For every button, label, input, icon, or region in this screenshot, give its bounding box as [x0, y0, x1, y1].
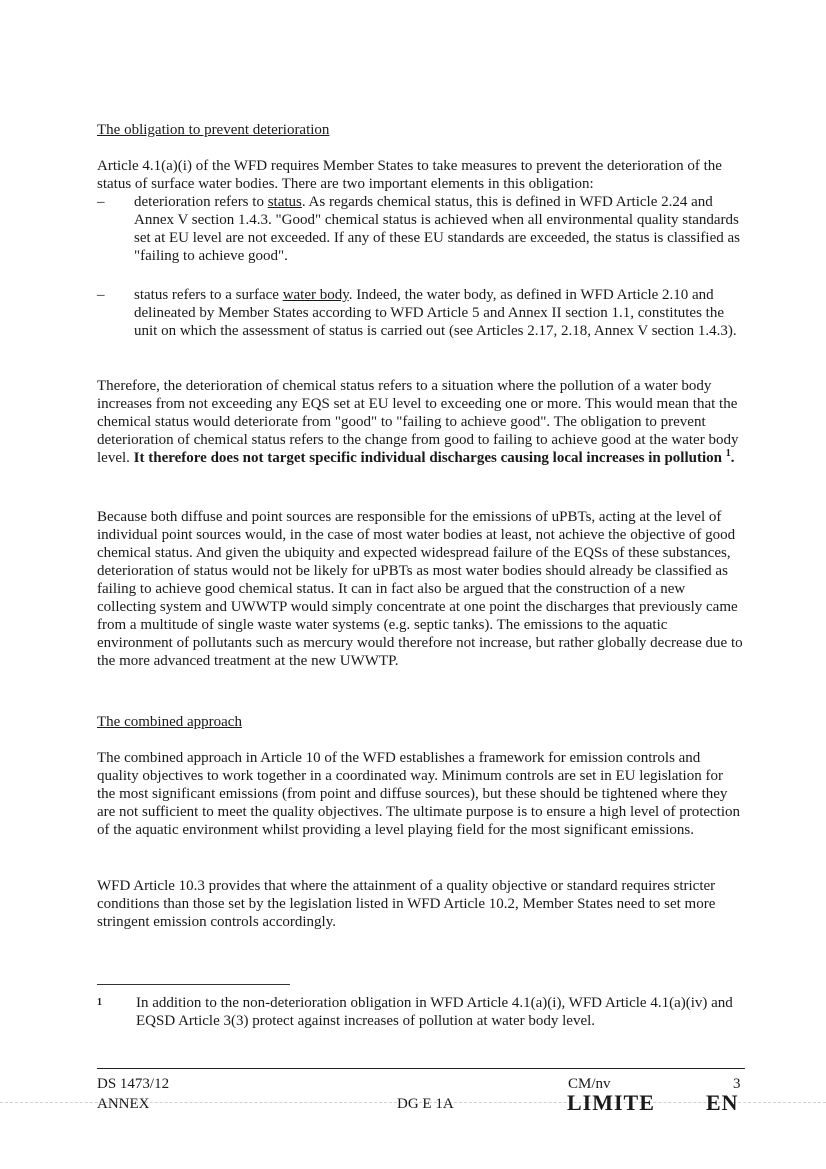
footer-page-number: 3: [733, 1076, 741, 1092]
footer-initials: CM/nv: [568, 1076, 611, 1092]
paragraph-bold-end: .: [730, 450, 735, 466]
bullet-text-underlined: status: [267, 194, 302, 210]
bullet-text-pre: status refers to a surface: [134, 287, 283, 303]
footer-annex: ANNEX: [97, 1096, 150, 1112]
footnote-text: In addition to the non-deterioration obligation in WFD Article 4.1(a)(i), WFD Article 4.1(a)(iv) and EQSD Article 3(3) protect against increases of pollution at water body level.: [136, 995, 733, 1029]
paragraph-upbts: Because both diffuse and point sources are responsible for the emissions of uPBTs, acting at the level of individual point sources would, in the case of most water bodies at least, not achieve the objective of good chemical status. And given the ubiquity and expected widespread failure of the EQSs of these substances, deterioration of status would not be likely for uPBTs as most water bodies should already be classified as failing to achieve good chemical status. It can in fact also be argued that the construction of a new collecting system and UWWTP would simply concentrate at one point the discharges that previously came from a multitude of single waste water systems (e.g. septic tanks). The emissions to the aquatic environment of pollutants such as mercury would therefore not increase, but rather globally decrease due to the more advanced treatment at the new UWWTP.: [97, 509, 743, 669]
paragraph-article-10-3: WFD Article 10.3 provides that where the attainment of a quality objective or standard requires stricter conditions than those set by the legislation listed in WFD Article 10.2, Member States need to set more stringent emission controls accordingly.: [97, 878, 716, 930]
paragraph-intro: Article 4.1(a)(i) of the WFD requires Member States to take measures to prevent the deterioration of the status of surface water bodies. There are two important elements in this obligation:: [97, 158, 722, 192]
paragraph-bold-text: It therefore does not target specific individual discharges causing local increases in pollution: [133, 450, 726, 466]
bullet-text-post: . Indeed, the water body, as defined in WFD Article 2.10 and delineated by Member States according to WFD Article 5 and Annex II section 1.1, constitutes the unit on which the assessment of status is carried out (see Articles 2.17, 2.18, Annex V section 1.4.3).: [134, 287, 737, 339]
bullet-text-underlined: water body: [282, 287, 349, 303]
bullet-text-post: . As regards chemical status, this is defined in WFD Article 2.24 and Annex V section 1.4.3. "Good" chemical status is achieved when all environmental quality standards set at EU level are not exceeded. If any of these EU standards are exceeded, the status is classified as "failing to achieve good".: [134, 194, 740, 264]
footnote-separator: [97, 984, 290, 985]
section-heading-deterioration: The obligation to prevent deterioration: [97, 122, 330, 138]
footer-classification: LIMITE: [567, 1090, 655, 1115]
bullet-dash: –: [97, 287, 105, 303]
bullet-text-pre: deterioration refers to: [134, 194, 268, 210]
paragraph-combined-approach: The combined approach in Article 10 of the WFD establishes a framework for emission controls and quality objectives to work together in a coordinated way. Minimum controls are set in EU legislation for the most significant emissions (from point and diffuse sources), but these should be tightened where they are not sufficient to meet the quality objectives. The ultimate purpose is to ensure a high level of protection of the aquatic environment whilst providing a level playing field for the most significant emissions.: [97, 750, 741, 838]
footnote-mark: 1: [97, 997, 102, 1008]
footer-doc-ref: DS 1473/12: [97, 1076, 170, 1092]
footer-separator: [97, 1068, 745, 1069]
footer-department: DG E 1A: [397, 1096, 454, 1112]
footnote-reference[interactable]: 1: [725, 448, 731, 459]
bullet-text: [134, 286, 745, 340]
bullet-dash: –: [97, 194, 105, 210]
paragraph-chemical-status: [97, 377, 745, 467]
paragraph-text: Therefore, the deterioration of chemical status refers to a situation where the pollution of a water body increases from not exceeding any EQS set at EU level to exceeding one or more. This would mean that the chemical status would deteriorate from "good" to "failing to achieve good". The obligation to prevent deterioration of chemical status refers to the change from good to failing to achieve good at the water body level.: [97, 378, 739, 466]
bullet-text: [134, 193, 745, 265]
footer-language: EN: [706, 1090, 739, 1115]
section-heading-combined-approach: The combined approach: [97, 714, 242, 730]
